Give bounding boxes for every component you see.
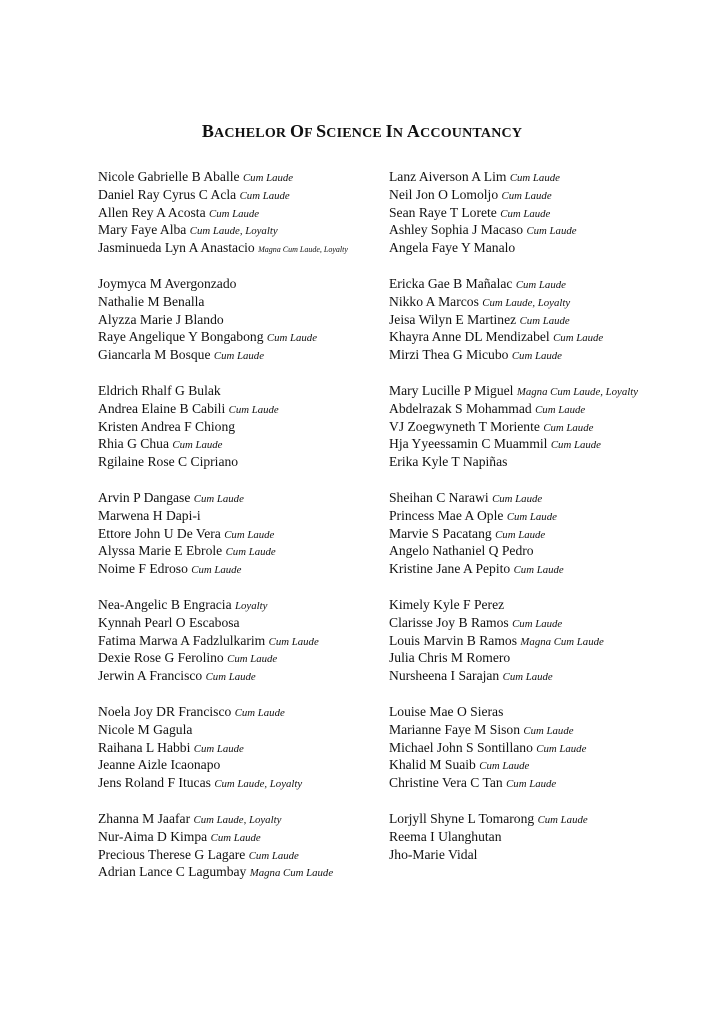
graduate-entry <box>389 418 689 436</box>
graduate-entry <box>98 863 388 881</box>
graduate-entry <box>389 810 689 828</box>
honor-label: Cum Laude <box>479 760 530 773</box>
graduate-name: Precious Therese G Lagare <box>98 846 246 862</box>
graduate-name: Jasminueda Lyn A Anastacio <box>98 240 255 256</box>
graduate-name: Noime F Edroso <box>98 561 188 577</box>
graduate-entry <box>98 828 388 846</box>
honor-label: Cum Laude <box>526 225 577 238</box>
graduate-entry <box>389 204 689 222</box>
honor-label: Cum Laude <box>266 332 317 345</box>
graduate-name: Kynnah Pearl O Escabosa <box>98 614 240 630</box>
graduate-entry <box>389 221 689 239</box>
graduate-name: Fatima Marwa A Fadzlulkarim <box>98 632 266 648</box>
graduate-name: Eldrich Rhalf G Bulak <box>98 382 221 398</box>
graduate-entry <box>98 721 388 739</box>
honor-label: Cum Laude <box>535 403 586 416</box>
graduate-name: Michael John S Sontillano <box>389 739 533 755</box>
honor-label: Cum Laude <box>511 350 562 363</box>
graduate-name: Jeisa Wilyn E Martinez <box>389 311 517 327</box>
graduate-entry <box>389 614 689 632</box>
name-group <box>389 275 689 364</box>
graduate-name: Allen Rey A Acosta <box>98 204 206 220</box>
graduate-entry <box>98 400 388 418</box>
graduate-entry <box>389 275 689 293</box>
graduate-name: Marwena H Dapi-i <box>98 507 201 523</box>
graduate-name: Angela Faye Y Manalo <box>389 240 516 256</box>
graduate-name: Nursheena I Sarajan <box>389 668 500 684</box>
graduate-name: Khalid M Suaib <box>389 757 476 773</box>
graduate-entry <box>98 328 388 346</box>
honor-label: Cum Laude <box>209 207 260 220</box>
graduate-name: Noela Joy DR Francisco <box>98 703 232 719</box>
graduate-name: Nicole Gabrielle B Aballe <box>98 169 240 184</box>
graduate-entry <box>389 756 689 774</box>
graduate-entry <box>98 703 388 721</box>
honor-label: Cum Laude <box>550 439 601 452</box>
honor-label: Cum Laude <box>536 742 587 755</box>
graduate-entry <box>98 168 388 186</box>
graduate-entry <box>98 614 388 632</box>
graduate-name: Abdelrazak S Mohammad <box>389 400 532 416</box>
honor-label: Cum Laude <box>501 189 552 202</box>
graduate-name: Ettore John U De Vera <box>98 525 221 541</box>
graduate-entry <box>389 400 689 418</box>
honor-label: Cum Laude, Loyalty <box>214 778 303 791</box>
graduate-entry <box>98 560 388 578</box>
graduate-name: Ashley Sophia J Macaso <box>389 222 524 238</box>
honor-label: Cum Laude <box>537 813 588 826</box>
honor-label: Cum Laude <box>239 189 290 202</box>
honor-label: Cum Laude <box>205 671 256 684</box>
name-group <box>389 382 689 471</box>
graduate-name: Hja Yyeessamin C Muammil <box>389 436 548 452</box>
name-group <box>98 489 388 578</box>
graduate-entry <box>389 632 689 650</box>
graduate-name: Jho-Marie Vidal <box>389 846 478 862</box>
graduate-name: Kristine Jane A Pepito <box>389 561 511 577</box>
name-group <box>98 275 388 364</box>
graduate-name: Raye Angelique Y Bongabong <box>98 329 264 345</box>
honor-label: Cum Laude <box>500 207 551 220</box>
graduate-name: Lanz Aiverson A Lim <box>389 169 507 184</box>
graduate-name: Dexie Rose G Ferolino <box>98 650 224 666</box>
graduate-entry <box>389 703 689 721</box>
honor-label: Cum Laude <box>172 439 223 452</box>
honor-label: Cum Laude <box>495 528 546 541</box>
honor-label: Cum Laude <box>492 492 543 505</box>
graduate-entry <box>389 453 689 471</box>
graduate-entry <box>389 507 689 525</box>
honor-label: Cum Laude <box>248 849 299 862</box>
graduate-name: Arvin P Dangase <box>98 489 191 505</box>
graduate-name: Joymyca M Avergonzado <box>98 275 237 291</box>
honor-label: Cum Laude, Loyalty <box>189 225 278 238</box>
name-group <box>389 489 689 578</box>
name-group <box>98 382 388 471</box>
honor-label: Cum Laude <box>268 635 319 648</box>
graduate-entry <box>98 667 388 685</box>
graduate-name: Alyssa Marie E Ebrole <box>98 543 223 559</box>
graduate-name: Nur-Aima D Kimpa <box>98 828 208 844</box>
name-group <box>389 168 689 257</box>
graduate-entry <box>98 596 388 614</box>
graduate-entry <box>389 828 689 846</box>
graduate-name: Nathalie M Benalla <box>98 293 205 309</box>
name-group <box>389 810 689 863</box>
graduate-entry <box>389 525 689 543</box>
honor-label: Cum Laude <box>502 671 553 684</box>
graduate-name: Kimely Kyle F Perez <box>389 596 505 612</box>
honor-label: Cum Laude, Loyalty <box>482 296 571 309</box>
graduate-entry <box>98 810 388 828</box>
graduate-name: Nikko A Marcos <box>389 293 479 309</box>
graduate-entry <box>98 774 388 792</box>
graduate-name: Louise Mae O Sieras <box>389 703 504 719</box>
graduate-entry <box>389 382 689 400</box>
name-group <box>389 596 689 685</box>
graduate-name: Angelo Nathaniel Q Pedro <box>389 543 534 559</box>
graduates-column-right <box>389 168 689 881</box>
graduate-name: Ericka Gae B Mañalac <box>389 275 513 291</box>
honor-label: Cum Laude <box>506 510 557 523</box>
honor-label: Magna Cum Laude, Loyalty <box>516 385 639 398</box>
honor-label: Cum Laude <box>519 314 570 327</box>
graduate-entry <box>389 168 689 186</box>
graduate-entry <box>98 418 388 436</box>
honor-label: Cum Laude <box>210 831 261 844</box>
graduate-name: Mary Faye Alba <box>98 222 187 238</box>
graduate-entry <box>98 507 388 525</box>
graduate-entry <box>389 239 689 257</box>
honor-label: Cum Laude <box>506 778 557 791</box>
graduate-name: Neil Jon O Lomoljo <box>389 186 499 202</box>
graduate-entry <box>98 204 388 222</box>
graduate-entry <box>389 721 689 739</box>
graduate-name: Alyzza Marie J Blando <box>98 311 224 327</box>
graduate-entry <box>98 756 388 774</box>
graduate-entry <box>98 525 388 543</box>
honor-label: Cum Laude, Loyalty <box>193 813 282 826</box>
graduate-entry <box>98 542 388 560</box>
honor-label: Cum Laude <box>234 706 285 719</box>
graduate-entry <box>389 346 689 364</box>
graduate-entry <box>389 774 689 792</box>
graduate-entry <box>98 239 388 257</box>
honor-label: Cum Laude <box>191 564 242 577</box>
graduate-entry <box>98 632 388 650</box>
graduate-entry <box>98 382 388 400</box>
page-title: BACHELOR OF SCIENCE IN ACCOUNTANCY <box>201 121 523 141</box>
graduates-column-left <box>98 168 388 899</box>
graduate-entry <box>98 346 388 364</box>
graduate-name: Lorjyll Shyne L Tomarong <box>389 810 535 826</box>
graduate-entry <box>98 435 388 453</box>
graduate-entry <box>98 489 388 507</box>
graduate-entry <box>98 453 388 471</box>
graduate-entry <box>98 186 388 204</box>
graduate-name: Jerwin A Francisco <box>98 668 203 684</box>
graduate-name: Zhanna M Jaafar <box>98 810 191 826</box>
graduate-name: Nea-Angelic B Engracia <box>98 596 232 612</box>
graduate-entry <box>98 649 388 667</box>
graduate-name: Mary Lucille P Miguel <box>389 382 514 398</box>
name-group <box>98 596 388 685</box>
honor-label: Cum Laude <box>242 172 294 184</box>
graduate-entry <box>98 739 388 757</box>
graduate-entry <box>389 542 689 560</box>
graduate-name: Erika Kyle T Napiñas <box>389 454 508 470</box>
graduate-name: Louis Marvin B Ramos <box>389 632 518 648</box>
graduate-entry <box>389 649 689 667</box>
graduate-entry <box>389 560 689 578</box>
honor-label: Cum Laude <box>193 742 244 755</box>
graduate-name: Giancarla M Bosque <box>98 347 211 363</box>
graduate-name: Kristen Andrea F Chiong <box>98 418 236 434</box>
graduate-entry <box>389 328 689 346</box>
graduate-entry <box>389 739 689 757</box>
graduate-entry <box>389 667 689 685</box>
graduate-name: Nicole M Gagula <box>98 721 193 737</box>
graduate-entry <box>389 293 689 311</box>
honor-label: Cum Laude <box>513 564 564 577</box>
graduate-entry <box>389 435 689 453</box>
graduate-name: Daniel Ray Cyrus C Acla <box>98 186 237 202</box>
graduate-name: Adrian Lance C Lagumbay <box>98 864 247 880</box>
graduate-name: Christine Vera C Tan <box>389 775 503 791</box>
graduate-name: Rhia G Chua <box>98 436 169 452</box>
honor-label: Magna Cum Laude <box>520 635 604 648</box>
graduate-name: Jens Roland F Itucas <box>98 775 211 791</box>
graduate-name: Reema I Ulanghutan <box>389 828 502 844</box>
honor-label: Cum Laude <box>213 350 264 363</box>
graduate-name: Khayra Anne DL Mendizabel <box>389 329 550 345</box>
graduate-name: Sheihan C Narawi <box>389 489 489 505</box>
honor-label: Magna Cum Laude, Loyalty <box>258 245 348 255</box>
name-group <box>98 703 388 792</box>
honor-label: Cum Laude <box>543 421 594 434</box>
graduate-name: Princess Mae A Ople <box>389 507 504 523</box>
graduate-entry <box>98 311 388 329</box>
graduate-name: Julia Chris M Romero <box>389 650 511 666</box>
honor-label: Cum Laude <box>509 172 560 184</box>
honor-label: Cum Laude <box>193 492 244 505</box>
graduate-entry <box>98 221 388 239</box>
honor-label: Cum Laude <box>227 653 278 666</box>
name-group <box>98 810 388 881</box>
graduate-name: Raihana L Habbi <box>98 739 191 755</box>
name-group <box>389 703 689 792</box>
graduate-name: Marvie S Pacatang <box>389 525 492 541</box>
graduate-entry <box>98 846 388 864</box>
graduate-name: Jeanne Aizle Icaonapo <box>98 757 221 773</box>
honor-label: Cum Laude <box>228 403 279 416</box>
honor-label: Cum Laude <box>553 332 604 345</box>
graduate-entry <box>389 311 689 329</box>
honor-label: Cum Laude <box>224 528 275 541</box>
graduate-entry <box>389 489 689 507</box>
graduate-name: Clarisse Joy B Ramos <box>389 614 509 630</box>
graduate-name: VJ Zoegwyneth T Moriente <box>389 418 540 434</box>
graduate-name: Rgilaine Rose C Cipriano <box>98 454 239 470</box>
honor-label: Loyalty <box>235 599 268 612</box>
graduate-entry <box>389 596 689 614</box>
graduate-entry <box>389 846 689 864</box>
honor-label: Cum Laude <box>225 546 276 559</box>
honor-label: Magna Cum Laude <box>249 867 334 880</box>
graduate-name: Marianne Faye M Sison <box>389 721 521 737</box>
honor-label: Cum Laude <box>512 617 563 630</box>
graduate-name: Sean Raye T Lorete <box>389 204 497 220</box>
graduate-entry <box>98 275 388 293</box>
name-group <box>98 168 388 257</box>
graduate-name: Andrea Elaine B Cabili <box>98 400 226 416</box>
honor-label: Cum Laude <box>515 278 566 291</box>
graduate-entry <box>98 293 388 311</box>
honor-label: Cum Laude <box>523 724 574 737</box>
graduate-name: Mirzi Thea G Micubo <box>389 347 509 363</box>
graduate-entry <box>389 186 689 204</box>
